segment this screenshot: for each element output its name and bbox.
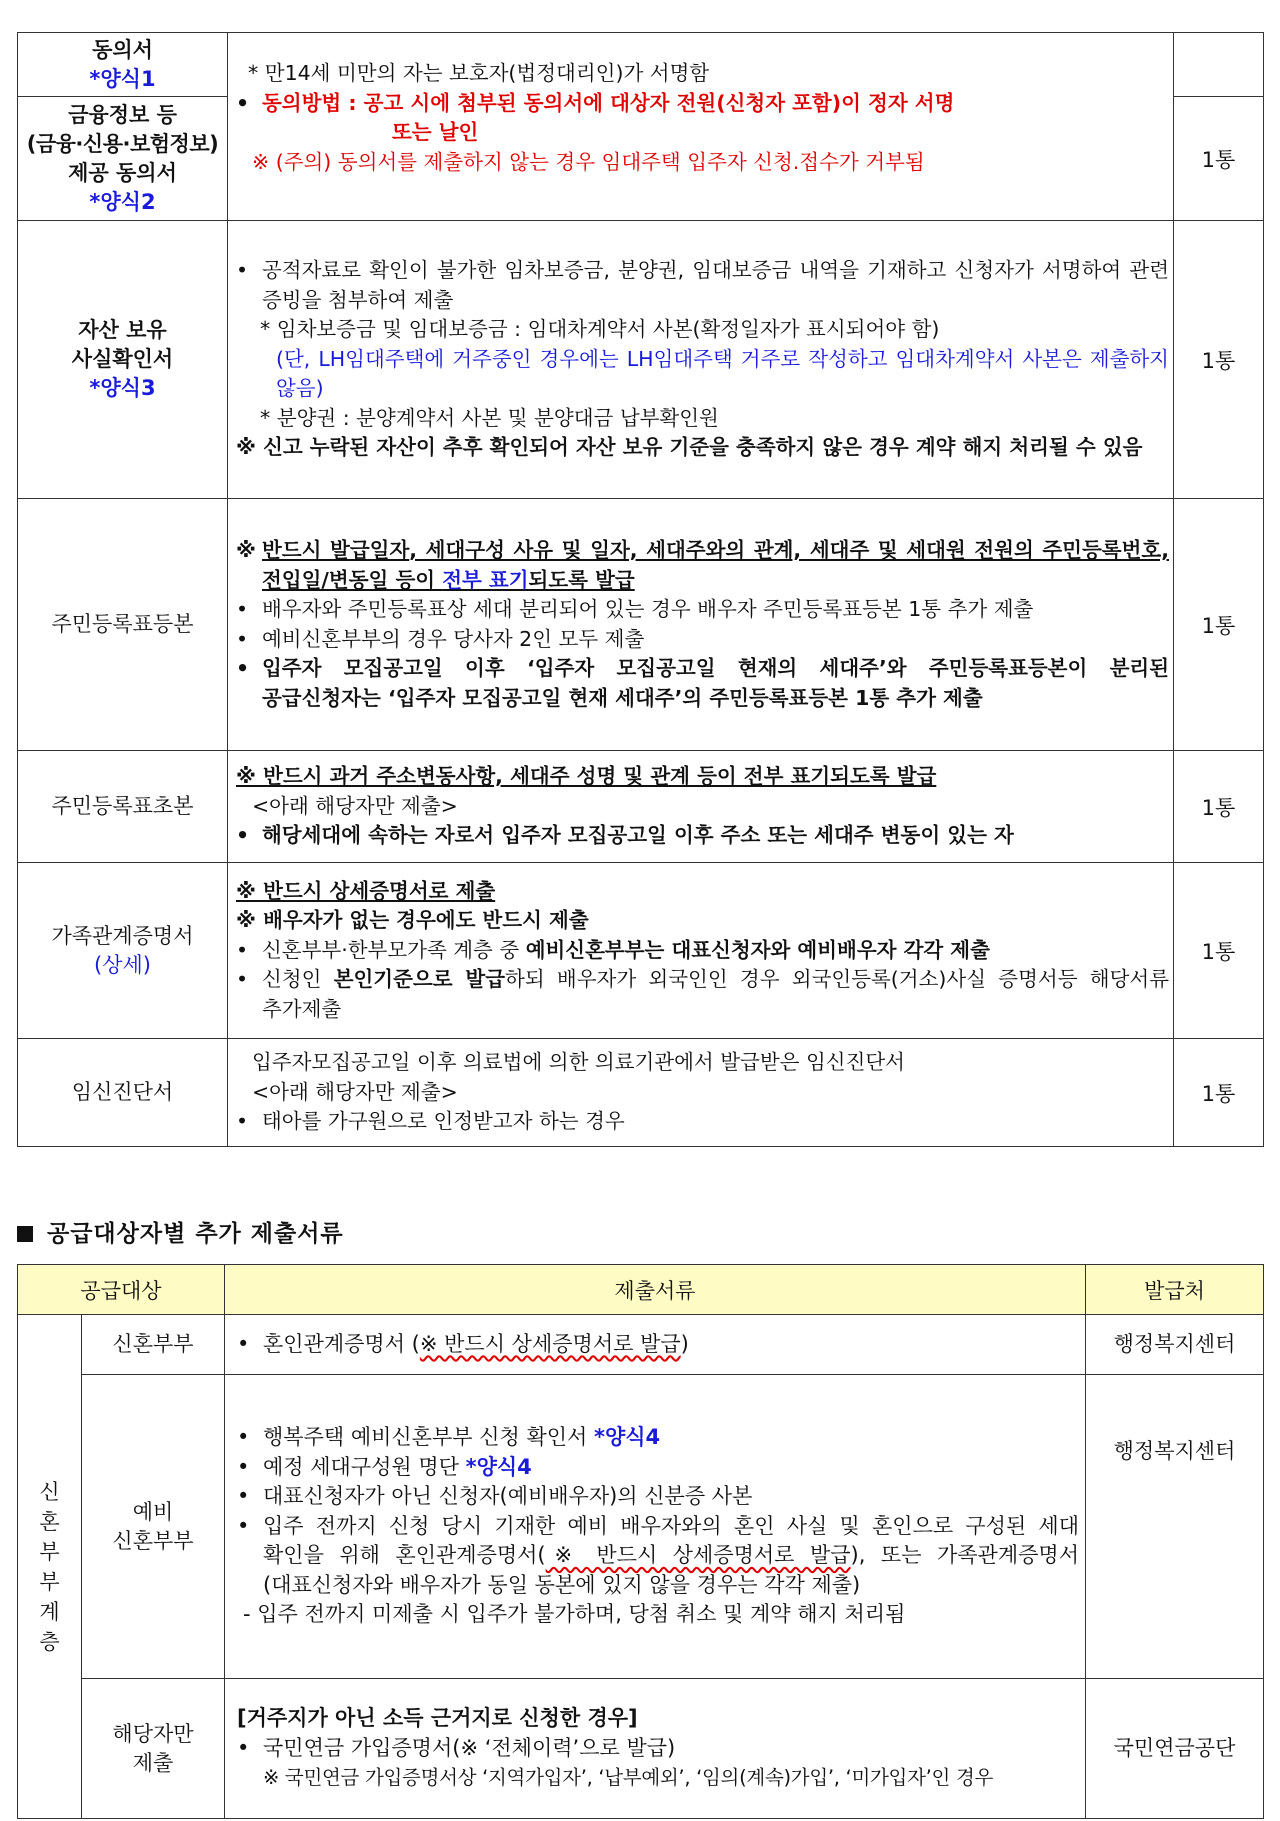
newlywed-doc-a: 혼인관계증명서 ( xyxy=(263,1331,420,1356)
family-warning-2: ※ 배우자가 없는 경우에도 반드시 제출 xyxy=(236,908,589,933)
warn-a: 반드시 발급일자 xyxy=(262,538,410,562)
pre-newlywed-item-3: • 대표신청자가 아닌 신청자(예비배우자)의 신분증 사본 xyxy=(237,1482,1079,1512)
resident-copy-item-3-text: 입주자 모집공고일 이후 ‘입주자 모집공고일 현재의 세대주’와 주민등록표등본이 분리된 공급신청자는 ‘입주자 모집공고일 현재 세대주’의 주민등록표등본 1통 추가 제출 xyxy=(262,656,1169,710)
family-label-sub: (상세) xyxy=(94,952,151,977)
asset-note-1: * 임차보증금 및 임대보증금 : 임대차계약서 사본(확정일자가 표시되어야 함) xyxy=(260,317,940,342)
pre-newlywed-label-2: 신혼부부 xyxy=(112,1528,194,1553)
family-item-2-a: 신청인 xyxy=(262,967,334,992)
applicable-doc-cell xyxy=(225,1679,1086,1819)
resident-abstract-label: 주민등록표초본 xyxy=(18,751,228,863)
family-label-cell xyxy=(18,863,228,1039)
resident-abstract-content-cell xyxy=(228,751,1174,863)
asset-content-cell xyxy=(228,221,1174,499)
row-family xyxy=(18,863,1264,1039)
resident-abstract-sub: <아래 해당자만 제출> xyxy=(252,793,458,818)
group-label-char: 계 xyxy=(39,1599,60,1624)
asset-item-1: • 공적자료로 확인이 불가한 임차보증금, 분양권, 임대보증금 내역을 기재하고 신청자가 서명하여 관련 증빙을 첨부하여 제출 xyxy=(236,256,1169,315)
row-asset xyxy=(18,221,1264,499)
applicable-item-1: • 국민연금 가입증명서(※ ‘전체이력’으로 발급) xyxy=(237,1734,1079,1764)
asset-form-ref: *양식3 xyxy=(89,376,156,400)
consent-count: 1통 xyxy=(1174,97,1264,221)
group-label-char: 부 xyxy=(39,1539,60,1564)
financial-consent-label-1: 금융정보 등 xyxy=(68,102,177,127)
guardian-note: * 만14세 미만의 자는 보호자(법정대리인)가 서명함 xyxy=(248,61,710,85)
required-documents-table xyxy=(17,32,1264,1147)
row-pre-newlywed xyxy=(18,1375,1264,1679)
resident-copy-content-cell xyxy=(228,499,1174,751)
consent-label: 동의서 xyxy=(92,37,153,62)
asset-warning: ※ 신고 누락된 자산이 추후 확인되어 자산 보유 기준을 충족하지 않은 경우 계약 해지 처리될 수 있음 xyxy=(236,435,1143,460)
row-consent xyxy=(18,33,1264,97)
resident-copy-item-2-text: 예비신혼부부의 경우 당사자 2인 모두 제출 xyxy=(262,626,645,651)
section-title xyxy=(17,1215,344,1248)
section-title-text: 공급대상자별 추가 제출서류 xyxy=(47,1221,344,1247)
consent-form-ref: *양식1 xyxy=(89,66,156,91)
group-label xyxy=(35,1477,65,1657)
asset-label-2: 사실확인서 xyxy=(71,347,174,371)
family-item-1-a: 신혼부부·한부모가족 계층 중 xyxy=(262,937,526,962)
pregnancy-label: 임신진단서 xyxy=(18,1039,228,1147)
consent-count-empty xyxy=(1174,33,1264,97)
pre-newlywed-item-5: - 입주 전까지 미제출 시 입주가 불가하며, 당첨 취소 및 계약 해지 처리됨 xyxy=(243,1602,906,1627)
family-item-2: • 신청인 본인기준으로 발급하되 배우자가 외국인인 경우 외국인등록(거소)사실 증명서등 해당서류 추가제출 xyxy=(236,967,1169,1021)
pre-newlywed-item-4: • 입주 전까지 신청 당시 기재한 예비 배우자와의 혼인 사실 및 혼인으로 구성된 세대 확인을 위해 혼인관계증명서(※ 반드시 상세증명서로 발급), 또는 가족관계증명서(대표신청자와 배우자가 동일 동본에 있지 않을 경우는 각각 제출) xyxy=(237,1513,1079,1597)
newlywed-doc: • 혼인관계증명서 (※ 반드시 상세증명서로 발급) xyxy=(237,1331,689,1356)
asset-note-1-blue: (단, LH임대주택에 거주중인 경우에는 LH임대주택 거주로 작성하고 임대차계약서 사본은 제출하지 않음) xyxy=(276,346,1169,401)
row-applicable xyxy=(18,1679,1264,1819)
consent-method-item: • 동의방법 : 공고 시에 첨부된 동의서에 대상자 전원(신청자 포함)이 정자 서명 또는 날인 xyxy=(236,89,1169,148)
consent-method-line1: 동의방법 : 공고 시에 첨부된 동의서에 대상자 전원(신청자 포함)이 정자 서명 xyxy=(262,90,955,115)
group-label-cell xyxy=(18,1315,82,1819)
warn-d: 되도록 발급 xyxy=(528,567,635,592)
group-label-char: 혼 xyxy=(39,1509,60,1534)
family-count: 1통 xyxy=(1174,863,1264,1039)
asset-item-1-text: 공적자료로 확인이 불가한 임차보증금, 분양권, 임대보증금 내역을 기재하고 신청자가 서명하여 관련 증빙을 첨부하여 제출 xyxy=(262,258,1169,312)
group-label-char: 신 xyxy=(39,1479,60,1504)
row-newlywed xyxy=(18,1315,1264,1375)
resident-copy-warning xyxy=(236,536,1169,595)
pregnancy-item-1-text: 태아를 가구원으로 인정받고자 하는 경우 xyxy=(262,1109,625,1134)
family-item-2-c: 하되 배우자가 외국인인 경우 외국인등록(거소)사실 증명서등 해당서류 추가제출 xyxy=(262,967,1169,1021)
header-issuer: 발급처 xyxy=(1086,1265,1264,1315)
resident-abstract-count: 1통 xyxy=(1174,751,1264,863)
pre-newlywed-label-cell xyxy=(82,1375,225,1679)
resident-copy-count: 1통 xyxy=(1174,499,1264,751)
pregnancy-item-1: • 태아를 가구원으로 인정받고자 하는 경우 xyxy=(236,1107,1169,1137)
resident-abstract-warning: ※ 반드시 과거 주소변동사항, 세대주 성명 및 관계 등이 전부 표기되도록 발급 xyxy=(236,764,937,789)
family-warning-1: ※ 반드시 상세증명서로 제출 xyxy=(236,878,496,903)
financial-consent-label-cell xyxy=(18,97,228,221)
resident-copy-label: 주민등록표등본 xyxy=(18,499,228,751)
pre-newlywed-item-1-a: 행복주택 예비신혼부부 신청 확인서 xyxy=(263,1425,594,1450)
applicable-heading: [거주지가 아닌 소득 근거지로 신청한 경우] xyxy=(237,1706,638,1731)
resident-abstract-item-1: • 해당세대에 속하는 자로서 입주자 모집공고일 이후 주소 또는 세대주 변동이 있는 자 xyxy=(236,821,1169,851)
pre-newlywed-item-2: • 예정 세대구성원 명단 *양식4 xyxy=(237,1454,532,1479)
row-resident-abstract xyxy=(18,751,1264,863)
header-documents: 제출서류 xyxy=(225,1265,1086,1315)
applicable-label-2: 제출 xyxy=(132,1750,174,1775)
square-bullet-icon xyxy=(17,1226,33,1242)
financial-consent-form-ref: *양식2 xyxy=(89,189,156,214)
pregnancy-sub: <아래 해당자만 제출> xyxy=(252,1079,458,1104)
pre-newlywed-label-1: 예비 xyxy=(132,1499,174,1524)
family-content-cell xyxy=(228,863,1174,1039)
newlywed-doc-b: ※ 반드시 상세증명서로 발급 xyxy=(419,1331,681,1356)
asset-label-1: 자산 보유 xyxy=(78,318,167,342)
applicable-issuer: 국민연금공단 xyxy=(1086,1679,1264,1819)
asset-label-cell xyxy=(18,221,228,499)
pre-newlywed-issuer: 행정복지센터 xyxy=(1086,1375,1264,1679)
family-item-2-b: 본인기준으로 발급 xyxy=(333,967,506,992)
pre-newlywed-item-3-text: 대표신청자가 아닌 신청자(예비배우자)의 신분증 사본 xyxy=(263,1484,753,1509)
consent-caution: ※ (주의) 동의서를 제출하지 않는 경우 임대주택 입주자 신청.접수가 거부됨 xyxy=(252,149,925,174)
additional-documents-table xyxy=(17,1264,1264,1819)
pre-newlywed-doc-cell xyxy=(225,1375,1086,1679)
resident-copy-item-1: • 배우자와 주민등록표상 세대 분리되어 있는 경우 배우자 주민등록표등본 1통 추가 제출 xyxy=(236,595,1169,625)
pregnancy-count: 1통 xyxy=(1174,1039,1264,1147)
pre-newlywed-item-2-form: *양식4 xyxy=(465,1454,532,1479)
pregnancy-content-cell xyxy=(228,1039,1174,1147)
header-target: 공급대상 xyxy=(18,1265,225,1315)
applicable-item-1-text: 국민연금 가입증명서(※ ‘전체이력’으로 발급) xyxy=(263,1735,676,1760)
header-row xyxy=(18,1265,1264,1315)
newlywed-label: 신혼부부 xyxy=(82,1315,225,1375)
group-label-char: 부 xyxy=(39,1569,60,1594)
row-pregnancy xyxy=(18,1039,1264,1147)
applicable-label-cell xyxy=(82,1679,225,1819)
newlywed-doc-c: ) xyxy=(680,1331,689,1356)
consent-method-line2: 또는 날인 xyxy=(392,120,479,144)
resident-copy-item-1-text: 배우자와 주민등록표상 세대 분리되어 있는 경우 배우자 주민등록표등본 1통 추가 제출 xyxy=(262,597,1034,621)
pregnancy-line-1: 입주자모집공고일 이후 의료법에 의한 의료기관에서 발급받은 임신진단서 xyxy=(252,1050,905,1075)
family-label: 가족관계증명서 xyxy=(51,923,194,948)
pre-newlywed-item-2-a: 예정 세대구성원 명단 xyxy=(263,1454,466,1479)
warn-c: 전부 표기 xyxy=(442,567,529,592)
applicable-label-1: 해당자만 xyxy=(112,1721,194,1746)
warn-b: , 세대구성 사유 및 일자, 세대주와의 관계, 세대주 및 세대원 전원의 주민등록번호, 전입일/변동일 등이 xyxy=(262,538,1169,592)
consent-content-cell xyxy=(228,33,1174,221)
resident-abstract-item-1-text: 해당세대에 속하는 자로서 입주자 모집공고일 이후 주소 또는 세대주 변동이 있는 자 xyxy=(262,823,1014,848)
resident-copy-item-2: • 예비신혼부부의 경우 당사자 2인 모두 제출 xyxy=(236,625,1169,655)
pre-newlywed-item-1: • 행복주택 예비신혼부부 신청 확인서 *양식4 xyxy=(237,1425,661,1450)
newlywed-issuer: 행정복지센터 xyxy=(1086,1315,1264,1375)
row-resident-copy xyxy=(18,499,1264,751)
applicable-note: ※ 국민연금 가입증명서상 ‘지역가입자’, ‘납부예외’, ‘임의(계속)가입’, ‘미가입자’인 경우 xyxy=(263,1766,994,1790)
family-item-1: • 신혼부부·한부모가족 계층 중 예비신혼부부는 대표신청자와 예비배우자 각각 제출 xyxy=(236,937,990,962)
newlywed-doc-cell xyxy=(225,1315,1086,1375)
resident-copy-item-3: • 입주자 모집공고일 이후 ‘입주자 모집공고일 현재의 세대주’와 주민등록표등본이 분리된 공급신청자는 ‘입주자 모집공고일 현재 세대주’의 주민등록표등본 1통 추가 제출 xyxy=(236,654,1169,713)
pre-newlywed-item-4-b: ※ 반드시 상세증명서로 발급 xyxy=(545,1543,851,1568)
asset-count: 1통 xyxy=(1174,221,1264,499)
pre-newlywed-item-1-form: *양식4 xyxy=(594,1425,661,1450)
family-item-1-b: 예비신혼부부는 대표신청자와 예비배우자 각각 제출 xyxy=(525,937,990,962)
warning-mark: ※ xyxy=(236,538,256,562)
financial-consent-label-2: (금융·신용·보험정보) xyxy=(26,131,219,156)
financial-consent-label-3: 제공 동의서 xyxy=(68,160,177,185)
consent-label-cell xyxy=(18,33,228,97)
asset-note-2: * 분양권 : 분양계약서 사본 및 분양대금 납부확인원 xyxy=(260,405,719,430)
pre-newlywed-item-4-a: 입주 전까지 신청 당시 기재한 예비 배우자와의 혼인 사실 및 혼인으로 구성된 세대 확인을 위해 혼인관계증명서( xyxy=(263,1513,1079,1568)
group-label-char: 층 xyxy=(39,1629,60,1654)
pre-newlywed-item-4-c: ), 또는 가족관계증명서(대표신청자와 배우자가 동일 동본에 있지 않을 경우는 각각 제출) xyxy=(263,1543,1079,1597)
